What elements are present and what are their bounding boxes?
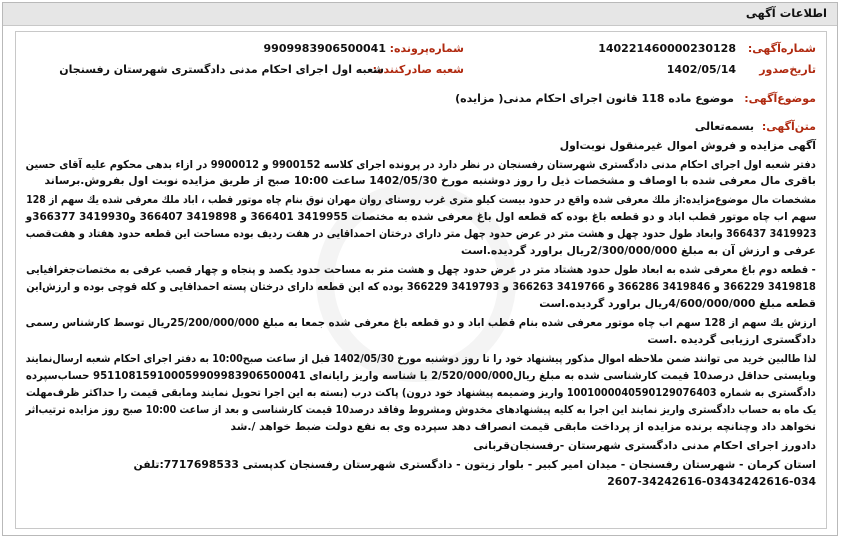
date-label: تاریخ‌صدور <box>759 63 816 76</box>
body-line: نخواهد داد وچنانچه برنده مزایده از پرداخت مابقی قیمت انصراف دهد سپرده وی به نفع دولت ضبط خواهد /.شد <box>230 420 816 433</box>
subject-label: موضوع‌آگهی: <box>744 92 816 105</box>
body-line: یک ماه به حساب دادگستری واریز نمایند این اجرا به کلیه پیشنهادهای مخدوش ومشروط وفاقد درصد10 قیمت کارشناسی و بعد از ساعت 10:00 صبح روز مزایده ترتیب‌اثر <box>25 403 816 416</box>
body-line: لذا طالبین خرید می توانند ضمن ملاحظه اموال مذکور پیشنهاد خود را تا روز دوشنبه مورخ 1402/05/30 قبل از ساعت صبح10:00 به دفتر اجرای احکام شعبه ارسال‌نمایند <box>25 352 816 365</box>
body-line: باقری مال معرفی شده با اوصاف و مشخصات ذیل را روز دوشنبه مورخ 1402/05/30 ساعت 10:00 صبح از طریق مزایده نوبت اول بفروش.برساند <box>44 174 816 187</box>
ad-info-panel <box>2 2 838 536</box>
panel-header <box>3 3 837 26</box>
body-line: دفتر شعبه اول اجرای احکام مدنی دادگستری شهرستان رفسنجان در نظر دارد در پرونده اجرای کلاسه 9900152 و 9900012 در ازاء بدهی محکوم علیه آقای حسین <box>25 158 816 171</box>
body-line: سهم اب چاه موتور قطب اباد و دو قطعه باغ بوده که قطعه اول باغ معرفی شده به مختصات 3419955 366401 و 3419898 366407 و3419930 366377و <box>25 210 816 223</box>
body-line: - قطعه دوم باغ معرفی شده به ابعاد طول حدود هشتاد متر در عرض حدود چهل و هشت متر به مساحت حدود یکصد و پنجاه و چهار قصب عرفی به مختصات‌جغرافیایی <box>26 263 816 276</box>
body-line: دادگستری به شماره 1001000040590129076403 واریز وضمیمه پیشنهاد خود درون) پاکت درب (بسته به این اجرا تحویل نمایند ومابقی قیمت را حداکثر ظرف‌مهلت <box>26 386 816 399</box>
ad-number-value: 140221460000230128 <box>598 42 736 55</box>
subject-value: موضوع ماده 118 قانون اجرای احکام مدنی( مزایده) <box>455 92 734 105</box>
date-value: 1402/05/14 <box>666 63 736 76</box>
text-intro: بسمه‌تعالی <box>694 120 754 133</box>
case-number-label: شماره‌پرونده: <box>389 42 464 55</box>
issuer-value: شعبه اول اجرای احکام مدنی دادگستری شهرستان رفسنجان <box>59 63 384 76</box>
panel-title: اطلاعات آگهی <box>745 6 827 20</box>
ad-content-box <box>15 31 827 529</box>
body-line: ارزش یك سهم از 128 سهم اب چاه موتور معرفی شده بنام قطب اباد و دو قطعه باغ معرفی شده جمعا به مبلغ 25/200/000/000ریال توسط کارشناس رسمی <box>25 316 816 329</box>
body-line: مشخصات مال موضوع‌مزایده:از ملك معرفی شده واقع در حدود بیست کیلو متری غرب روستای روان مهران نوق بنام چاه موتور قطب ، اباد ملك معرفی شده یك سهم از 128 <box>26 193 817 206</box>
body-line: استان کرمان - شهرستان رفسنجان - میدان امیر کبیر - بلوار زیتون - دادگستری شهرستان رفسنجان کد‌پستی 7717698533:تلفن <box>133 458 816 471</box>
body-line: دادگستری ارزیابی گردیده .است <box>647 333 816 346</box>
body-line: 3419818 366229 و 3419846 366286 و 3419766 366263 و 3419793 366229 بوده که این قطعه دارای درختان پسته احمداقایی و کله قوچی بوده و ارزش‌این <box>26 280 816 293</box>
body-line: قطعه مبلغ 4/600/000/000ریال براورد گردیده.است <box>539 297 816 310</box>
body-line: 2607-34242616-03434242616-034 <box>607 475 816 488</box>
body-line: دادورز اجرای احکام مدنی دادگستری شهرستان -رفسنجان‌قربانی <box>473 439 816 452</box>
body-line: عرفی و ارزش آن به مبلغ 2/300/000/000ریال براورد گردیده.است <box>461 244 816 257</box>
text-label: متن‌آگهی: <box>761 120 816 133</box>
body-line: وبایستی حداقل درصد10 قیمت کارشناسی شده به مبلغ ریال2/520/000/000 با شناسه واریز رایانه‌ای 951108159100059909983906500041 حساب‌سپرده <box>25 369 816 382</box>
body-line: آگهی مزایده و فروش اموال غیرمنقول نوبت‌اول <box>559 139 816 152</box>
case-number-value: 9909983906500041 <box>263 42 386 55</box>
body-line: 3419923 366437 وابعاد طول حدود چهل و هشت متر در عرض حدود چهل متر دارای درختان احمداقایی در هفت ردیف بوده مساحت این قطعه حدود هفتاد و هفت‌قصب <box>25 227 816 240</box>
issuer-label: شعبه صادر‌کننده: <box>372 63 464 76</box>
ad-number-label: شماره‌آگهی: <box>747 42 816 55</box>
